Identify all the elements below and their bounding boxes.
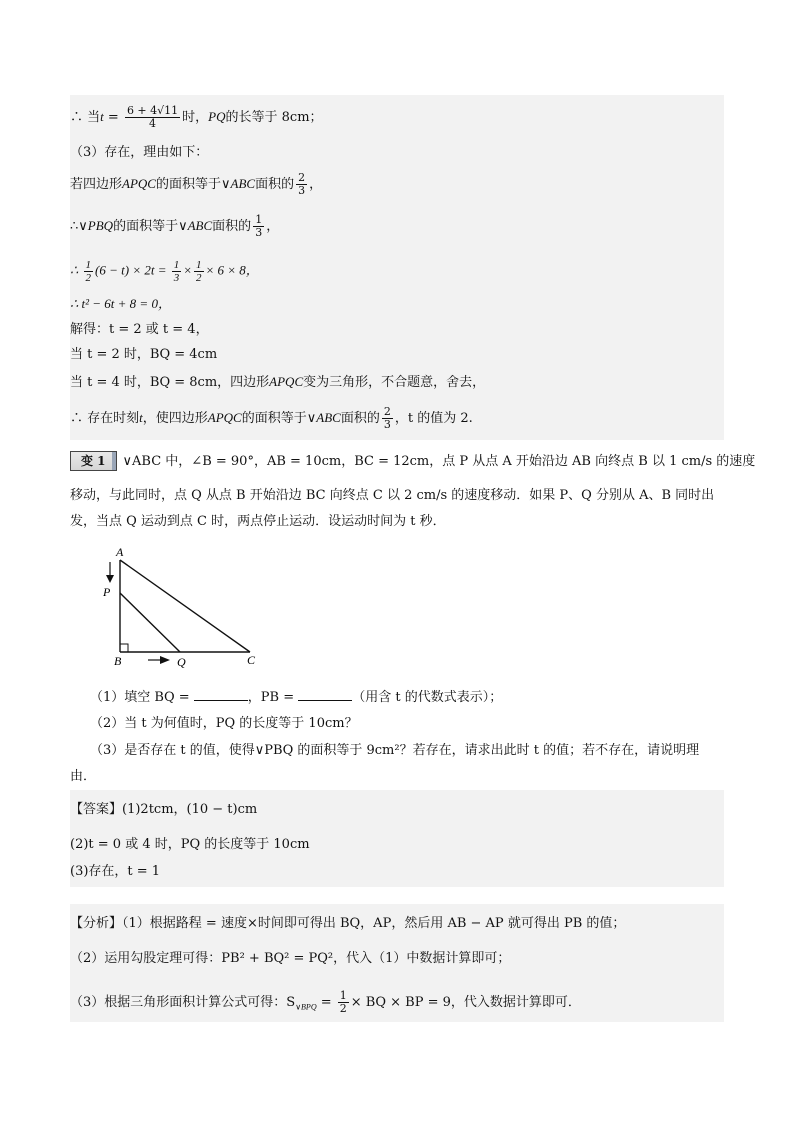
fraction: $\frac{1}{2}$	[339, 989, 347, 1015]
problem-line-1: 变 1 ∨ABC 中，∠B = 90°，AB = 10cm，BC = 12cm，点 P 从点 A 开始沿边 AB 向终点 B 以 1 cm/s 的速度	[70, 451, 724, 472]
fraction: $\frac{1}{3}$	[255, 213, 263, 239]
answer-label: 【答案】	[70, 802, 123, 817]
analysis-label: 【分析】	[70, 916, 123, 931]
analysis-line-2: （2）运用勾股定理可得：PB² + BQ² = PQ²，代入（1）中数据计算即可；	[70, 951, 511, 966]
fraction: $\frac{1}{2}$	[196, 259, 202, 284]
question-3: （3）是否存在 t 的值，使得∨PBQ 的面积等于 9cm²？若存在，请求出此时 t 的值；若不存在，请说明理	[90, 743, 700, 758]
variant-tag: 变 1	[70, 451, 117, 471]
answer-line-1: 【答案】(1)2tcm，(10 − t)cm	[70, 802, 258, 817]
solution-line-10: ∴ 存在时刻t，使四边形APQC的面积等于∨ABC面积的 $\frac{2}{3}$ ，t 的值为 2.	[70, 405, 473, 431]
question-1: （1）填空 BQ = ，PB = （用含 t 的代数式表示）；	[90, 690, 503, 705]
fraction: $\frac{6 + 4√11}{4}$	[126, 104, 179, 130]
analysis-line-1: 【分析】（1）根据路程 = 速度×时间即可得出 BQ，AP，然后用 AB − AP 就可得出 PB 的值；	[70, 916, 626, 931]
answer-blank-pb[interactable]	[298, 688, 352, 701]
solution-line-1: ∴ 当t = $\frac{6 + 4√11}{4}$ 时，PQ的长等于 8cm；	[70, 104, 323, 130]
label-q: Q	[177, 655, 186, 669]
solution-line-6: ∴ t² − 6t + 8 = 0，	[70, 296, 171, 311]
fraction: $\frac{2}{3}$	[383, 405, 391, 431]
solution-line-2: （3）存在，理由如下：	[70, 145, 209, 160]
answer-line-2: (2)t = 0 或 4 时，PQ 的长度等于 10cm	[70, 837, 310, 852]
label-p: P	[103, 585, 111, 599]
fraction: $\frac{2}{3}$	[298, 171, 306, 197]
solution-line-4: ∴∨PBQ的面积等于∨ABC面积的 $\frac{1}{3}$ ，	[70, 213, 280, 239]
label-b: B	[114, 654, 122, 668]
answer-blank-bq[interactable]	[194, 688, 248, 701]
fraction: $\frac{1}{2}$	[85, 259, 92, 284]
label-a: A	[116, 545, 124, 559]
question-3-cont: 由．	[70, 769, 97, 784]
solution-line-9: 当 t = 4 时，BQ = 8cm，四边形APQC变为三角形，不合题意，舍去，	[70, 374, 486, 390]
question-2: （2）当 t 为何值时，PQ 的长度等于 10cm？	[90, 716, 358, 731]
problem-line-2: 移动，与此同时，点 Q 从点 B 开始沿边 BC 向终点 C 以 2 cm/s 的速度移动．如果 P、Q 分别从 A、B 同时出	[70, 488, 715, 503]
solution-line-8: 当 t = 2 时，BQ = 4cm	[70, 347, 218, 362]
answer-line-3: (3)存在，t = 1	[70, 864, 161, 879]
solution-line-7: 解得：t = 2 或 t = 4，	[70, 322, 209, 337]
label-c: C	[247, 653, 256, 667]
analysis-line-3: （3）根据三角形面积计算公式可得：$S_{\vee BPQ}$ = $\frac{1}{2}$ × BQ × BP = 9，代入数据计算即可．	[70, 989, 581, 1015]
problem-line-3: 发，当点 Q 运动到点 C 时，两点停止运动．设运动时间为 t 秒．	[70, 514, 446, 529]
fraction: $\frac{1}{3}$	[173, 259, 180, 284]
solution-line-5: ∴ $\frac{1}{2}$ (6 − t) × 2t = $\frac{1}{3}$ × $\frac{1}{2}$ × 6 × 8，	[70, 259, 259, 284]
solution-line-3: 若四边形APQC的面积等于∨ABC面积的 $\frac{2}{3}$ ，	[70, 171, 323, 197]
triangle-figure	[100, 542, 270, 672]
